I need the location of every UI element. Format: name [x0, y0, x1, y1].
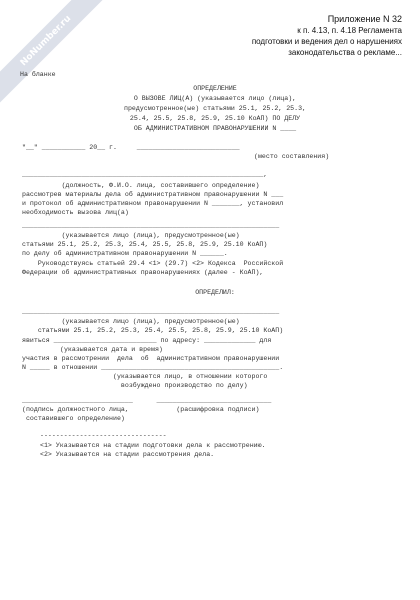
appendix-ref-3: законодательства о рекламе...	[288, 48, 402, 57]
place-label: (место составления)	[254, 153, 330, 160]
date-line: "__" ___________ 20__ г. __________________________	[22, 144, 240, 151]
watermark-ribbon: NoNumber.ru	[0, 0, 110, 105]
body-line: участия в рассмотрении дела об административном правонарушении	[22, 355, 280, 362]
body-line: необходимость вызова лиц(а)	[22, 209, 129, 216]
appendix-ref: к п. 4.13, п. 4.18 Регламента	[297, 26, 402, 35]
blank-label: На бланке	[20, 71, 56, 78]
body-line: (должность, Ф.И.О. лица, составившего определение)	[22, 182, 260, 189]
body-line: возбуждено производство по делу)	[22, 382, 248, 389]
body-line: явиться __________________________ по адресу: _____________ для	[22, 337, 272, 344]
document-title: ОПРЕДЕЛЕНИЕ	[193, 85, 237, 92]
signature-lines: ____________________________ _____________________________	[22, 397, 272, 404]
heading-line-3: 25.4, 25.5, 25.8, 25.9, 25.10 КоАП) ПО ДЕЛУ	[129, 115, 301, 122]
body-line: Федерации об административных правонарушениях (далее - КоАП),	[22, 269, 264, 276]
body-line: статьями 25.1, 25.2, 25.3, 25.4, 25.5, 25.8, 25.9, 25.10 КоАП)	[22, 241, 268, 248]
body-line: _________________________________________________________________	[22, 222, 280, 229]
signature-caption: составившего определение)	[22, 415, 125, 422]
body-line: рассмотрев материалы дела об административном правонарушении N ___	[22, 191, 284, 198]
signature-caption: (подпись должностного лица, (расшифровка подписи)	[22, 406, 260, 413]
appendix-header	[212, 14, 402, 58]
body-line: по делу об административном правонарушении N ______.	[22, 250, 228, 257]
heading-line-4: ОБ АДМИНИСТРАТИВНОМ ПРАВОНАРУШЕНИИ N ____	[133, 125, 297, 132]
footnote-separator: --------------------------------	[40, 432, 167, 439]
body-line: (указывается лицо, в отношении которого	[22, 373, 268, 380]
body-line: Руководствуясь статьей 29.4 <1> (29.7) <2> Кодекса Российской	[22, 260, 284, 267]
body-line: (указывается лицо (лица), предусмотренное(ые)	[22, 318, 240, 325]
body-line: и протокол об административном правонарушении N _______, установил	[22, 200, 284, 207]
body-line: (указывается дата и время)	[60, 346, 163, 353]
appendix-number: Приложение N 32	[327, 14, 402, 24]
heading-line-2: предусмотренное(ые) статьями 25.1, 25.2, 25.3,	[123, 105, 307, 112]
footnote-1: <1> Указывается на стадии подготовки дела к рассмотрению.	[40, 442, 266, 449]
footnote-2: <2> Указывается на стадии рассмотрения дела.	[40, 451, 215, 458]
body-line: (указывается лицо (лица), предусмотренное(ые)	[22, 232, 240, 239]
body-line: _____________________________________________________________,	[22, 171, 268, 178]
body-line: N _____ в отношении _____________________________________________.	[22, 364, 284, 371]
body-line: статьями 25.1, 25.2, 25.3, 25.4, 25.5, 25.8, 25.9, 25.10 КоАП)	[22, 327, 284, 334]
appendix-ref-2: подготовки и ведения дел о нарушениях	[251, 37, 402, 46]
body-line: _________________________________________________________________	[22, 308, 280, 315]
heading-line-1: О ВЫЗОВЕ ЛИЦ(А) (указывается лицо (лица),	[133, 95, 297, 102]
decided-heading: ОПРЕДЕЛИЛ:	[195, 289, 235, 296]
